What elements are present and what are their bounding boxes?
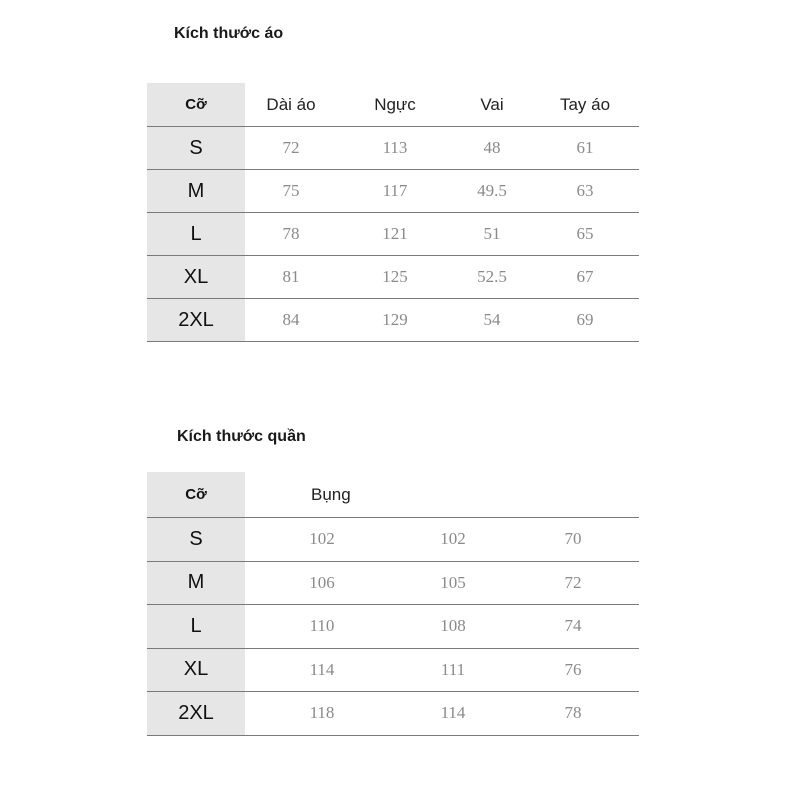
- size-label: L: [147, 605, 245, 649]
- waist-value: 118: [245, 692, 399, 736]
- table-row: [147, 605, 639, 649]
- measure-value: 74: [507, 605, 639, 649]
- sleeve-value: 61: [531, 127, 639, 170]
- table-row: [147, 256, 639, 299]
- sleeve-value: 69: [531, 299, 639, 342]
- length-value: 72: [245, 127, 337, 170]
- measure-value: 105: [399, 561, 507, 605]
- length-value: 75: [245, 170, 337, 213]
- pants-size-table: [147, 472, 639, 736]
- size-label: M: [147, 170, 245, 213]
- size-label: 2XL: [147, 299, 245, 342]
- size-label: XL: [147, 648, 245, 692]
- measure-value: 108: [399, 605, 507, 649]
- chest-value: 125: [337, 256, 453, 299]
- header-sleeve: Tay áo: [531, 83, 639, 127]
- header-size: Cỡ: [147, 83, 245, 127]
- shirt-size-title: Kích thước áo: [174, 25, 284, 42]
- header-chest: Ngực: [337, 83, 453, 127]
- shoulder-value: 49.5: [453, 170, 531, 213]
- table-row: [147, 170, 639, 213]
- measure-value: 78: [507, 692, 639, 736]
- shoulder-value: 54: [453, 299, 531, 342]
- shoulder-value: 48: [453, 127, 531, 170]
- sleeve-value: 63: [531, 170, 639, 213]
- sleeve-value: 65: [531, 213, 639, 256]
- size-label: S: [147, 518, 245, 562]
- pants-size-title: Kích thước quần: [177, 428, 306, 445]
- table-row: [147, 561, 639, 605]
- size-label: L: [147, 213, 245, 256]
- chest-value: 121: [337, 213, 453, 256]
- table-row: [147, 518, 639, 562]
- waist-value: 106: [245, 561, 399, 605]
- shoulder-value: 52.5: [453, 256, 531, 299]
- chest-value: 129: [337, 299, 453, 342]
- table-row: [147, 648, 639, 692]
- header-length: Dài áo: [245, 83, 337, 127]
- table-row: [147, 127, 639, 170]
- length-value: 84: [245, 299, 337, 342]
- length-value: 78: [245, 213, 337, 256]
- length-value: 81: [245, 256, 337, 299]
- sleeve-value: 67: [531, 256, 639, 299]
- shirt-size-table: [147, 83, 639, 342]
- measure-value: 70: [507, 518, 639, 562]
- measure-value: 102: [399, 518, 507, 562]
- header-shoulder: Vai: [453, 83, 531, 127]
- table-row: [147, 299, 639, 342]
- table-row: [147, 213, 639, 256]
- size-label: XL: [147, 256, 245, 299]
- header-waist: Bụng: [245, 472, 639, 518]
- table-header-row: [147, 83, 639, 127]
- chest-value: 113: [337, 127, 453, 170]
- table-row: [147, 692, 639, 736]
- measure-value: 114: [399, 692, 507, 736]
- waist-value: 102: [245, 518, 399, 562]
- waist-value: 110: [245, 605, 399, 649]
- chest-value: 117: [337, 170, 453, 213]
- measure-value: 72: [507, 561, 639, 605]
- size-label: S: [147, 127, 245, 170]
- table-header-row: [147, 472, 639, 518]
- header-size: Cỡ: [147, 472, 245, 518]
- shoulder-value: 51: [453, 213, 531, 256]
- measure-value: 111: [399, 648, 507, 692]
- measure-value: 76: [507, 648, 639, 692]
- waist-value: 114: [245, 648, 399, 692]
- size-label: M: [147, 561, 245, 605]
- size-label: 2XL: [147, 692, 245, 736]
